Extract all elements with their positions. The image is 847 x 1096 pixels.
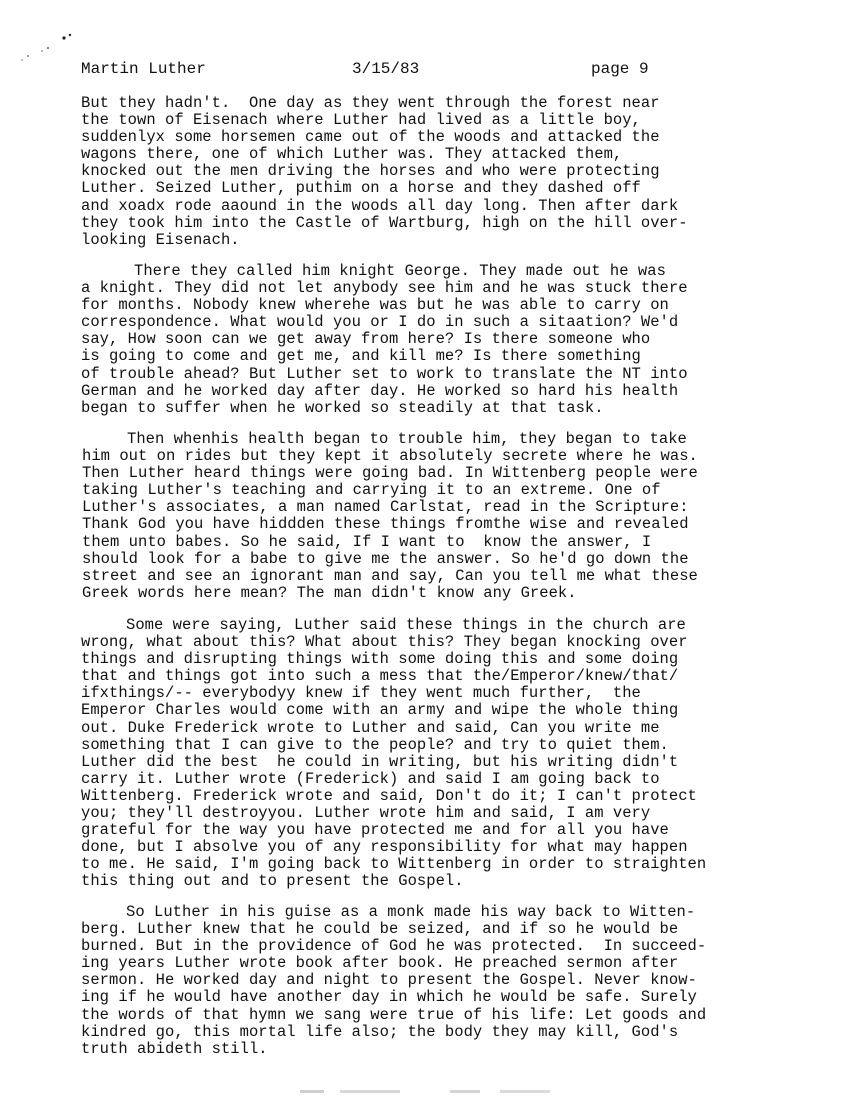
text-line: kindred go, this mortal life also; the body they may kill, God's <box>81 1022 679 1041</box>
paragraph <box>81 263 688 417</box>
text-line: of trouble ahead? But Luther set to work to translate the NT into <box>81 364 688 383</box>
text-line: ifxthings/-- everybodyy knew if they went much further, the <box>81 684 641 703</box>
text-line: for months. Nobody knew wherehe was but he was able to carry on <box>81 296 669 315</box>
text-line: sermon. He worked day and night to present the Gospel. Never know- <box>81 971 697 990</box>
text-line: street and see an ignorant man and say, Can you tell me what these <box>82 566 698 585</box>
text-line: Luther did the best he could in writing, but his writing didn't <box>81 752 679 771</box>
text-line: this thing out and to present the Gospel. <box>81 872 464 891</box>
text-line: Thank God you have hiddden these things fromthe wise and revealed <box>82 515 689 534</box>
text-line: berg. Luther knew that he could be seized, and if so he would be <box>81 920 679 939</box>
paragraph <box>82 431 698 602</box>
text-line: Emperor Charles would come with an army and wipe the whole thing <box>81 701 679 720</box>
text-line: a knight. They did not let anybody see him and he was stuck there <box>81 279 688 298</box>
text-line: the town of Eisenach where Luther had lived as a little boy, <box>81 111 641 130</box>
text-line: they took him into the Castle of Wartburg, high on the hill over- <box>81 213 688 232</box>
text-line: is going to come and get me, and kill me? Is there something <box>81 347 641 366</box>
text-line: burned. But in the providence of God he was protected. In succeed- <box>81 937 707 956</box>
text-line: ing years Luther wrote book after book. He preached sermon after <box>81 954 679 973</box>
text-line: done, but I absolve you of any responsibility for what may happen <box>81 838 688 857</box>
text-line: Greek words here mean? The man didn't know any Greek. <box>82 583 577 602</box>
bleed-through-marks <box>300 1086 600 1096</box>
text-line: German and he worked day after day. He worked so hard his health <box>81 381 679 400</box>
text-line: carry it. Luther wrote (Frederick) and said I am going back to <box>81 769 660 788</box>
text-line: Then whenhis health began to trouble him, they began to take <box>127 430 687 448</box>
text-line: things and disrupting things with some doing this and some doing <box>81 650 679 669</box>
text-line: Some were saying, Luther said these things in the church are <box>126 616 686 634</box>
text-line: looking Eisenach. <box>81 230 240 249</box>
text-line: should look for a babe to give me the answer. So he'd go down the <box>82 549 689 568</box>
text-line: wrong, what about this? What about this? They began knocking over <box>81 633 688 652</box>
text-line: correspondence. What would you or I do in such a sitaation? We'd <box>81 313 679 332</box>
text-line: the words of that hymn we sang were true of his life: Let goods and <box>81 1005 707 1024</box>
text-line: knocked out the men driving the horses and who were protecting <box>81 162 660 181</box>
text-line: But they hadn't. One day as they went through the forest near <box>81 94 660 112</box>
text-line: Wittenberg. Frederick wrote and said, Don't do it; I can't protect <box>81 786 697 805</box>
paragraph <box>81 617 706 891</box>
document-title: Martin Luther <box>81 60 206 78</box>
text-line: out. Duke Frederick wrote to Luther and said, Can you write me <box>81 718 660 737</box>
text-line: Then Luther heard things were going bad. In Wittenberg people were <box>82 464 698 483</box>
text-line: that and things got into such a mess that the/Emperor/knew/that/ <box>81 667 679 686</box>
text-line: taking Luther's teaching and carrying it to an extreme. One of <box>82 481 661 500</box>
text-line: you; they'll destroyyou. Luther wrote him and said, I am very <box>81 804 651 823</box>
text-line: There they called him knight George. They made out he was <box>134 262 666 280</box>
document-date: 3/15/83 <box>352 60 420 78</box>
text-line: them unto babes. So he said, If I want to know the answer, I <box>82 532 652 551</box>
text-line: say, How soon can we get away from here? Is there someone who <box>81 330 651 349</box>
text-line: wagons there, one of which Luther was. They attacked them, <box>81 145 623 164</box>
page-header <box>0 60 847 80</box>
text-line: Luther's associates, a man named Carlstat, read in the Scripture: <box>82 498 689 517</box>
paragraph <box>81 904 706 1058</box>
text-line: ing if he would have another day in which he would be safe. Surely <box>81 988 697 1007</box>
text-line: truth abideth still. <box>81 1039 268 1058</box>
paragraph <box>81 95 688 249</box>
text-line: So Luther in his guise as a monk made his way back to Witten- <box>126 903 696 921</box>
text-line: grateful for the way you have protected me and for all you have <box>81 821 669 840</box>
text-line: Luther. Seized Luther, puthim on a horse and they dashed off <box>81 179 641 198</box>
text-line: to me. He said, I'm going back to Wittenberg in order to straighten <box>81 855 707 874</box>
text-line: began to suffer when he worked so steadily at that task. <box>81 398 604 417</box>
text-line: something that I can give to the people? and try to quiet them. <box>81 735 669 754</box>
text-line: suddenlyx some horsemen came out of the woods and attacked the <box>81 128 660 147</box>
text-line: him out on rides but they kept it absolutely secrete where he was. <box>82 447 698 466</box>
page-number: page 9 <box>591 60 649 78</box>
text-line: and xoadx rode aaound in the woods all day long. Then after dark <box>81 196 679 215</box>
